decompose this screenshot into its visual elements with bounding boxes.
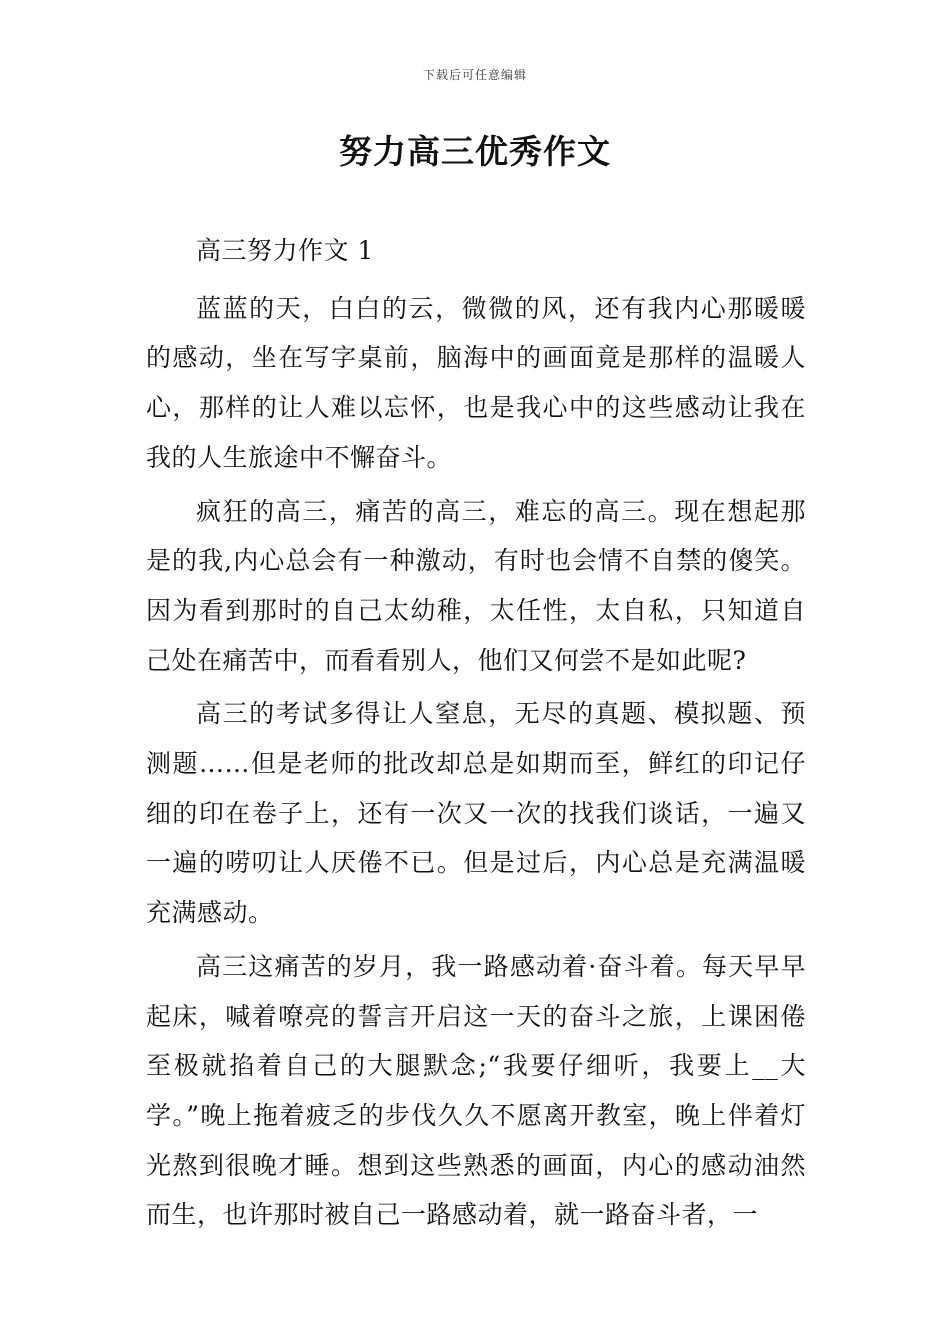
document-title: 努力高三优秀作文 bbox=[339, 132, 611, 171]
paragraph-4: 高三这痛苦的岁月，我一路感动着·奋斗着。每天早早起床，喊着嘹亮的誓言开启这一天的奋斗之旅，上课困倦至极就掐着自己的大腿默念;“我要仔细听，我要上__大学。”晚上拖着疲乏的步伐久久不愿离开教室，晚上伴着灯光熬到很晚才睡。想到这些熟悉的画面，内心的感动油然而生，也许那时被自己一路感动着，就一路奋斗者，一 bbox=[146, 951, 806, 1230]
paragraph-3: 高三的考试多得让人窒息，无尽的真题、模拟题、预测题……但是老师的批改却总是如期而至，鲜红的印记仔细的印在卷子上，还有一次又一次的找我们谈话，一遍又一遍的唠叨让人厌倦不已。但是过后，内心总是充满温暖充满感动。 bbox=[146, 699, 806, 928]
paragraph-1: 蓝蓝的天，白白的云，微微的风，还有我内心那暖暖的感动，坐在写字桌前，脑海中的画面竟是那样的温暖人心，那样的让人难以忘怀，也是我心中的这些感动让我在我的人生旅途中不懈奋斗。 bbox=[146, 293, 806, 472]
section-subtitle: 高三努力作文 1 bbox=[196, 236, 374, 265]
document-body bbox=[146, 226, 806, 1240]
paragraph-2: 疯狂的高三，痛苦的高三，难忘的高三。现在想起那是的我,内心总会有一种激动，有时也会情不自禁的傻笑。因为看到那时的自己太幼稚，太任性，太自私，只知道自己处在痛苦中，而看看别人，他们又何尝不是如此呢? bbox=[146, 496, 806, 675]
header-note: 下载后可任意编辑 bbox=[422, 68, 527, 82]
